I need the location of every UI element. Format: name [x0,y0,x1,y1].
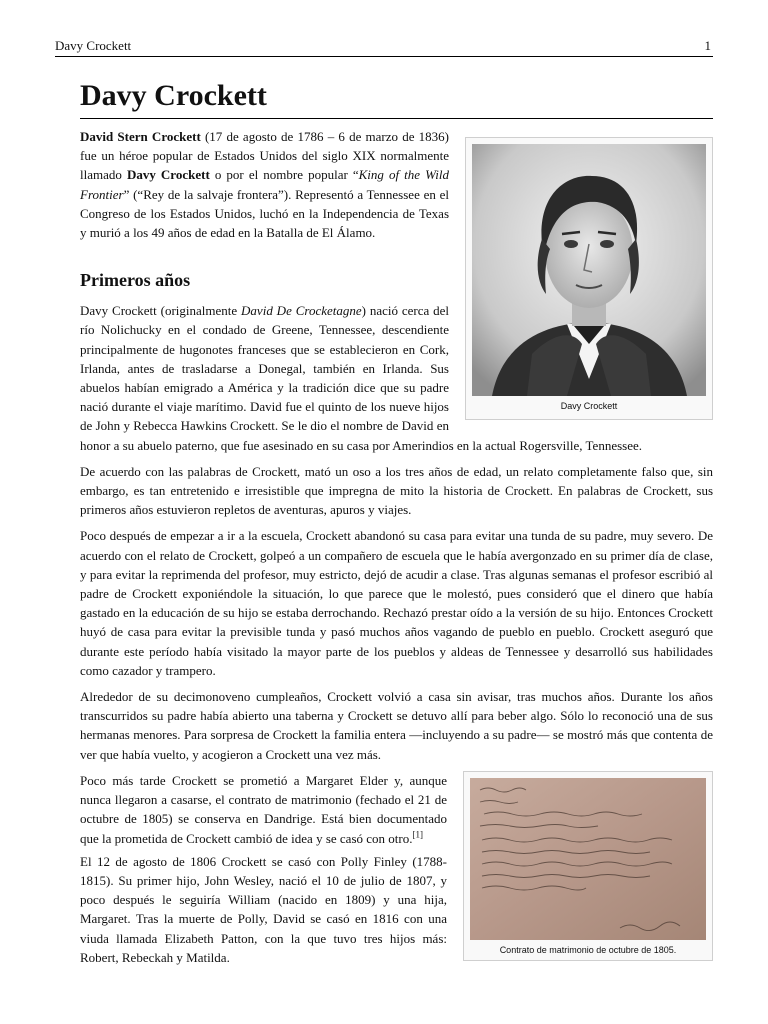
running-header-title: Davy Crockett [55,38,132,53]
paragraph-bear-story: De acuerdo con las palabras de Crockett, mató un oso a los tres años de edad, un relato completamente falso que, sin embargo, es tan entretenido e irresistible que impregna de mito la historia de Crockett. En palabras de Crockett, sus primeros años estuvieron repletos de aventuras, apuros y viajes. [80,463,713,518]
page-number: 1 [704,38,711,53]
paragraph-return-home: Alrededor de su decimonoveno cumpleaños, Crockett volvió a casa sin avisar, tras muchos años. Durante los años transcurridos su padre había abierto una taberna y Crockett se detuvo allí para beber algo. Sólo lo reconoció una de sus hermanas menores. Para sorpresa de Crockett la familia entera —incluyendo a su padre— se mostró más que contenta de ver que había vuelto, y acogieron a Crockett una vez más. [80,689,713,762]
contract-figure [463,771,713,961]
title-divider [80,118,713,119]
paragraph-school: Poco después de empezar a ir a la escuela, Crockett abandonó su casa para evitar una tunda de su padre, muy severo. De acuerdo con el relato de Crockett, golpeó a un compañero de escuela que le había avergonzado en su primer día de clase, y para evitar la reprimenda del profesor, muy estricto, dejó de acudir a clase. Tras algunas semanas el profesor escribió al padre de Crockett exponiéndole la situación, lo que parece que le molestó, pues consideró que el dinero que había gastado en la educación de su hijo se estaba derrochando. Rechazó prestar oído a la versión de su hijo. Entonces Crockett huyó de casa para evitar la previsible tunda y pasó muchos años vagando de pueblo en pueblo. Crockett aseguró que durante este período había visitado la mayor parte de los pueblos y aldeas de Tennessee y desarrolló sus habilidades como cazador y trampero. [80,528,713,678]
paragraph-marriage: El 12 de agosto de 1806 Crockett se casó con Polly Finley (1788-1815). Su primer hijo, John Wesley, nació el 10 de julio de 1807, y poco después le seguiría William (nacido en 1809) y una hija, Margaret. Tras la muerte de Polly, David se casó en 1816 con una viuda llamada Elizabeth Patton, con la que tuvo tres hijos más: Robert, Rebeckah y Matilda. [80,853,447,965]
paragraph-engagement: Poco más tarde Crockett se prometió a Margaret Elder y, aunque nunca llegaron a casarse, el contrato de matrimonio (fechado el 21 de octubre de 1805) se conserva en Dandrige. Está bien documentado que la prometida de Crockett cambió de idea y se casó con otro.[1] [80,772,447,846]
running-header [55,38,713,57]
contract-caption: Contrato de matrimonio de octubre de 1805. [499,944,677,955]
article-body [80,127,713,974]
contract-image[interactable] [470,778,706,940]
reference-link-1[interactable]: [1] [412,829,423,840]
portrait-caption: Davy Crockett [560,401,618,411]
page-title: Davy Crockett [80,79,267,112]
paragraph-origins: Davy Crockett (originalmente David De Crocketagne) nació cerca del río Nolichucky en el condado de Greene, Tennessee, descendiente principalmente de hugonotes franceses que se establecieron en Cork, Irlanda, antes de trasladarse a Donegal, también en Irlanda. Sus abuelos habían emigrado a América y la tradición dice que su padre nació durante el viaje marítimo. David fue el quinto de los nueve hijos de John y Rebecca Hawkins Crockett. Se le dio el nombre de David en honor a su abuelo paterno, que fue asesinado en su casa por Amerindios en la actual Rogersville, Tennessee. [80,303,643,453]
portrait-figure [465,137,713,420]
intro-paragraph: David Stern Crockett (17 de agosto de 1786 – 6 de marzo de 1836) fue un héroe popular de Estados Unidos del siglo XIX normalmente llamado Davy Crockett o por el nombre popular “King of the Wild Frontier” (“Rey de la salvaje frontera”). Representó a Tennessee en el Congreso de los Estados Unidos, luchó en la Independencia de Texas y murió a los 49 años de edad en la Batalla de El Álamo. [80,129,449,241]
section-heading-primeros-anos: Primeros años [80,270,191,291]
portrait-image[interactable] [472,144,706,396]
